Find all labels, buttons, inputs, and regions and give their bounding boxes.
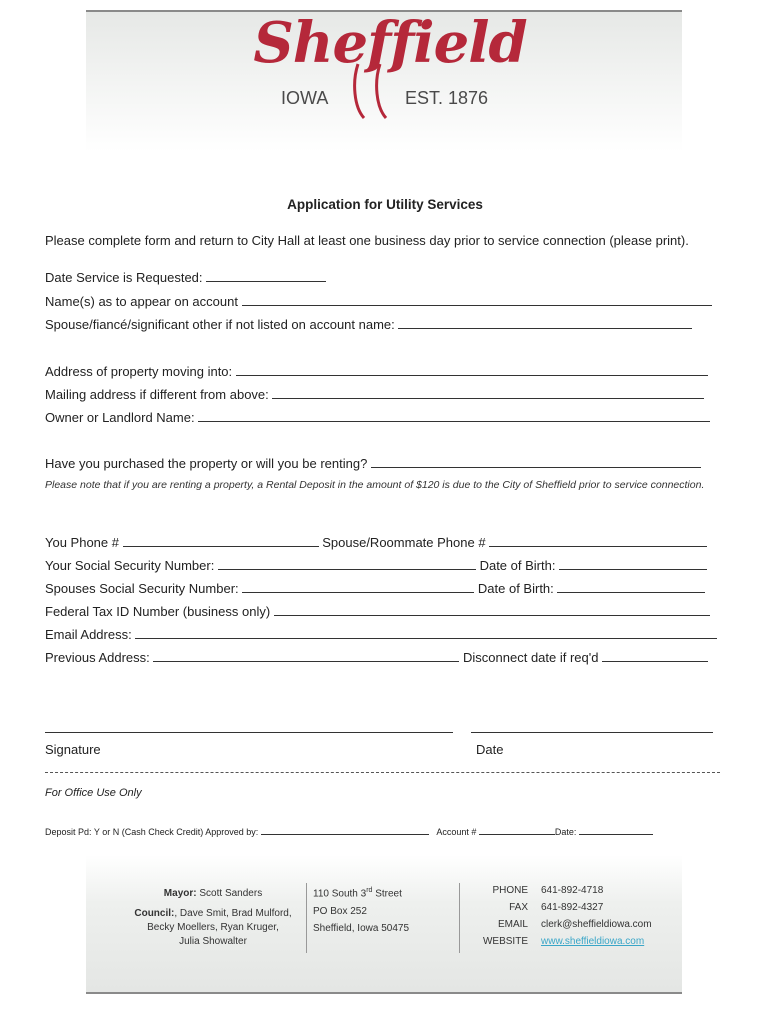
website-label: WEBSITE	[482, 936, 528, 947]
purchased-field[interactable]	[371, 454, 701, 468]
dob2-label: Date of Birth:	[477, 581, 554, 596]
address-line-3: Sheffield, Iowa 50475	[313, 923, 410, 935]
office-use-row	[45, 825, 653, 837]
website-link[interactable]: www.sheffieldiowa.com	[541, 936, 645, 947]
logo-iowa: IOWA	[281, 88, 329, 108]
date-service-label: Date Service is Requested:	[45, 270, 203, 285]
rental-note: Please note that if you are renting a property, a Rental Deposit in the amount of $120 is due to the City of Sheffield prior to service connection.	[45, 479, 705, 491]
ssn-row	[45, 556, 707, 573]
form-title: Application for Utility Services	[287, 197, 483, 212]
email-value[interactable]: clerk@sheffieldiowa.com	[541, 919, 652, 930]
ssn-label: Your Social Security Number:	[45, 558, 215, 573]
email-label-footer: EMAIL	[497, 919, 528, 930]
office-use-title: For Office Use Only	[45, 787, 142, 799]
spouse-ssn-row	[45, 579, 705, 596]
dob-field[interactable]	[559, 556, 707, 570]
council-line: Council:, Dave Smit, Brad Mulford,	[134, 908, 292, 919]
logo-flourish-icon	[350, 62, 400, 120]
owner-field[interactable]	[198, 408, 710, 422]
names-label: Name(s) as to appear on account	[45, 294, 238, 309]
disconnect-label: Disconnect date if req'd	[463, 650, 599, 665]
office-date-label: Date:	[554, 827, 577, 837]
logo-established: EST. 1876	[405, 88, 489, 108]
prev-address-field[interactable]	[153, 648, 459, 662]
footer-divider-2	[459, 883, 460, 953]
roommate-phone-label: Spouse/Roommate Phone #	[322, 535, 486, 550]
disconnect-field[interactable]	[602, 648, 708, 662]
sheffield-logo	[245, 10, 535, 118]
footer-address	[313, 882, 409, 937]
logo-script-text: Sheffield	[253, 10, 527, 76]
you-phone-field[interactable]	[123, 533, 319, 547]
owner-row	[45, 408, 710, 425]
signature-field[interactable]	[45, 732, 453, 733]
date-service-field[interactable]	[206, 268, 326, 282]
purchased-row	[45, 454, 701, 471]
signature-date-label: Date	[476, 742, 504, 757]
address-moving-label: Address of property moving into:	[45, 364, 233, 379]
phone-label: PHONE	[492, 885, 528, 896]
email-label: Email Address:	[45, 627, 132, 642]
roommate-phone-field[interactable]	[489, 533, 707, 547]
email-row	[45, 625, 717, 642]
council-line-2: Becky Moellers, Ryan Kruger,	[147, 922, 279, 933]
office-date-field[interactable]	[579, 825, 653, 835]
footer-officials	[118, 887, 308, 949]
address-line-1: 110 South 3rd Street	[313, 887, 402, 900]
dob2-field[interactable]	[557, 579, 705, 593]
email-field[interactable]	[135, 625, 717, 639]
footer-contact-labels	[470, 882, 528, 950]
you-phone-label: You Phone #	[45, 535, 119, 550]
account-label: Account #	[436, 827, 477, 837]
tax-id-label: Federal Tax ID Number (business only)	[45, 604, 271, 619]
mailing-field[interactable]	[272, 385, 704, 399]
date-service-row	[45, 268, 326, 285]
footer-contact-values	[541, 882, 652, 950]
spouse-row	[45, 315, 692, 332]
tax-id-field[interactable]	[274, 602, 710, 616]
spouse-label: Spouse/fiancé/significant other if not listed on account name:	[45, 317, 395, 332]
dob-label: Date of Birth:	[479, 558, 556, 573]
purchased-label: Have you purchased the property or will you be renting?	[45, 456, 368, 471]
signature-label: Signature	[45, 742, 101, 757]
mailing-row	[45, 385, 704, 402]
phone-row	[45, 533, 707, 550]
signature-date-field[interactable]	[471, 732, 713, 733]
deposit-label: Deposit Pd: Y or N (Cash Check Credit) Approved by:	[45, 827, 259, 837]
address-moving-field[interactable]	[236, 362, 708, 376]
footer-divider-1	[306, 883, 307, 953]
tax-id-row	[45, 602, 710, 619]
address-moving-row	[45, 362, 708, 379]
instructions: Please complete form and return to City Hall at least one business day prior to service connection (please print).	[45, 233, 689, 248]
approved-by-field[interactable]	[261, 825, 429, 835]
phone-value: 641-892-4718	[541, 885, 604, 896]
prev-address-row	[45, 648, 708, 665]
address-line-2: PO Box 252	[313, 906, 367, 918]
names-row	[45, 292, 712, 309]
mailing-label: Mailing address if different from above:	[45, 387, 269, 402]
spouse-field[interactable]	[398, 315, 692, 329]
account-field[interactable]	[479, 825, 555, 835]
ssn-field[interactable]	[218, 556, 476, 570]
council-line-3: Julia Showalter	[179, 936, 247, 947]
owner-label: Owner or Landlord Name:	[45, 410, 195, 425]
names-field[interactable]	[242, 292, 712, 306]
fax-label: FAX	[509, 902, 528, 913]
spouse-ssn-field[interactable]	[242, 579, 474, 593]
spouse-ssn-label: Spouses Social Security Number:	[45, 581, 239, 596]
cut-divider	[45, 772, 720, 773]
fax-value: 641-892-4327	[541, 902, 604, 913]
mayor-line: Mayor: Scott Sanders	[163, 888, 263, 899]
prev-address-label: Previous Address:	[45, 650, 150, 665]
